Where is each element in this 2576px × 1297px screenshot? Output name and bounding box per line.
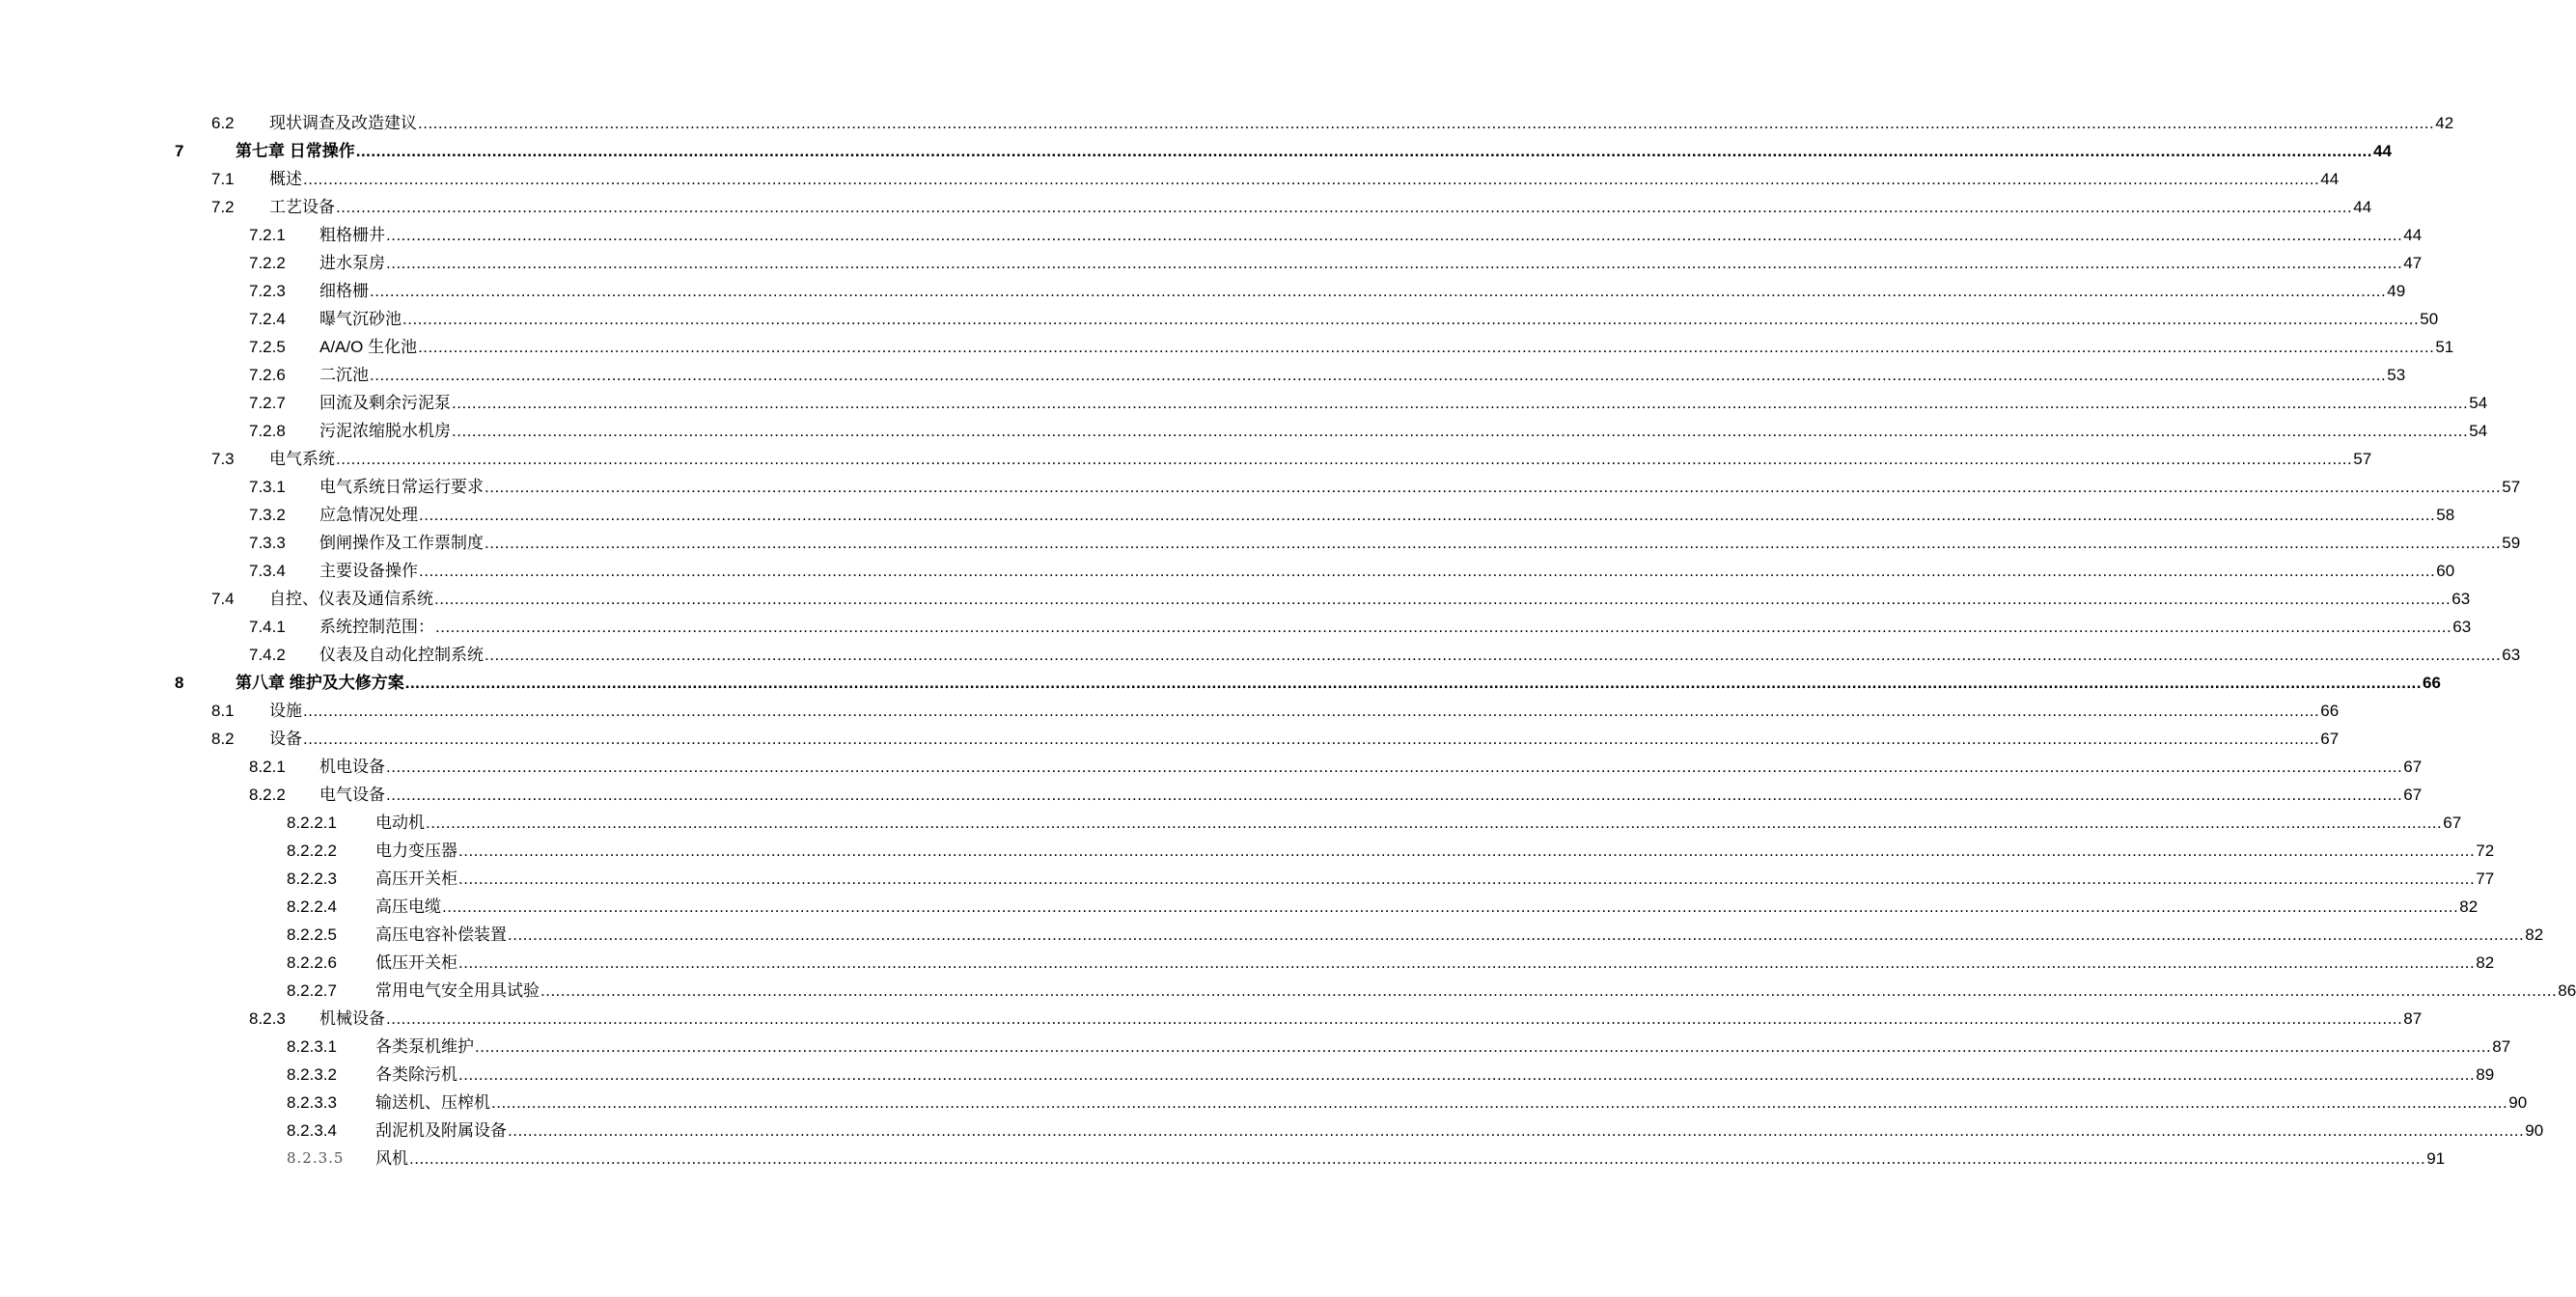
toc-number: 7.2.4	[249, 310, 286, 328]
toc-dot-leader: ................................................................................................................................................................................................................................................................................................................................................................................................................	[386, 758, 2403, 776]
toc-title: 曝气沉砂池	[319, 310, 402, 328]
toc-entry-line	[269, 445, 2372, 473]
toc-title: 仪表及自动化控制系统	[319, 646, 484, 664]
toc-number: 7.3.2	[249, 506, 286, 524]
toc-entry-line	[375, 1117, 2544, 1145]
toc-entry[interactable]	[0, 781, 2423, 809]
toc-dot-leader: ................................................................................................................................................................................................................................................................................................................................................................................................................	[370, 366, 2387, 384]
toc-entry-line	[269, 725, 2340, 753]
toc-dot-leader: ................................................................................................................................................................................................................................................................................................................................................................................................................	[426, 814, 2443, 832]
toc-entry[interactable]	[0, 809, 2462, 837]
toc-entry[interactable]	[0, 1061, 2495, 1089]
toc-title: 高压开关柜	[375, 869, 457, 888]
toc-entry[interactable]	[0, 277, 2406, 305]
toc-title: 机械设备	[319, 1009, 385, 1028]
toc-number: 8.2.2	[249, 786, 286, 804]
toc-number: 6.2	[211, 114, 235, 132]
toc-dot-leader: ................................................................................................................................................................................................................................................................................................................................................................................................................	[485, 534, 2502, 552]
toc-title: 自控、仪表及通信系统	[269, 590, 433, 608]
toc-title: 低压开关柜	[375, 953, 457, 972]
toc-title: 第八章 维护及大修方案	[235, 674, 404, 692]
toc-number: 8.2.3.4	[287, 1121, 337, 1140]
toc-title: 常用电气安全用具试验	[375, 981, 540, 1000]
toc-entry-line	[319, 305, 2439, 333]
toc-page-number: 87	[2403, 1009, 2423, 1028]
toc-entry[interactable]	[0, 697, 2340, 725]
toc-title: 高压电容补偿装置	[375, 925, 507, 944]
toc-number: 7.2.3	[249, 282, 286, 300]
toc-dot-leader: ................................................................................................................................................................................................................................................................................................................................................................................................................	[386, 254, 2403, 272]
toc-dot-leader: ................................................................................................................................................................................................................................................................................................................................................................................................................	[419, 506, 2436, 524]
toc-entry-line	[269, 697, 2340, 725]
toc-dot-leader: ................................................................................................................................................................................................................................................................................................................................................................................................................	[540, 981, 2558, 1000]
toc-entry-line	[375, 921, 2544, 949]
toc-number: 8.2.2.3	[287, 869, 337, 888]
toc-page-number: 57	[2502, 478, 2521, 496]
toc-entry-line	[375, 893, 2479, 921]
toc-number: 8.2.2.1	[287, 814, 337, 832]
toc-dot-leader: ................................................................................................................................................................................................................................................................................................................................................................................................................	[485, 478, 2502, 496]
toc-dot-leader: ................................................................................................................................................................................................................................................................................................................................................................................................................	[386, 226, 2403, 244]
toc-page-number: 54	[2469, 394, 2488, 412]
toc-page-number: 67	[2403, 786, 2423, 804]
toc-page-number: 44	[2373, 142, 2392, 160]
toc-title: 高压电缆	[375, 897, 441, 916]
toc-title: 第七章 日常操作	[235, 142, 355, 160]
toc-title: 电力变压器	[375, 842, 457, 860]
toc-dot-leader: ................................................................................................................................................................................................................................................................................................................................................................................................................	[303, 730, 2320, 748]
toc-entry[interactable]	[0, 361, 2406, 389]
toc-title: 机电设备	[319, 758, 385, 776]
toc-title: 电气系统日常运行要求	[319, 478, 484, 496]
toc-page-number: 82	[2459, 897, 2479, 916]
toc-entry-line	[235, 137, 2392, 165]
toc-dot-leader: ................................................................................................................................................................................................................................................................................................................................................................................................................	[458, 869, 2476, 888]
toc-entry[interactable]	[0, 501, 2455, 529]
toc-title: 应急情况处理	[319, 506, 418, 524]
toc-title: 各类除污机	[375, 1065, 457, 1084]
toc-title: 粗格栅井	[319, 226, 385, 244]
toc-page-number: 44	[2320, 170, 2340, 188]
toc-dot-leader: ................................................................................................................................................................................................................................................................................................................................................................................................................	[303, 170, 2320, 188]
toc-entry[interactable]	[0, 109, 2454, 137]
toc-page-number: 66	[2320, 702, 2340, 720]
toc-entry-line	[319, 417, 2488, 445]
toc-number: 7.4.1	[249, 618, 286, 636]
toc-number: 7.2.5	[249, 338, 286, 356]
toc-number: 8.2.3.1	[287, 1037, 337, 1056]
toc-entry[interactable]	[0, 389, 2488, 417]
toc-page-number: 67	[2403, 758, 2423, 776]
toc-dot-leader: ................................................................................................................................................................................................................................................................................................................................................................................................................	[435, 618, 2452, 636]
toc-page-number: 54	[2469, 422, 2488, 440]
toc-title: 倒闸操作及工作票制度	[319, 534, 484, 552]
toc-title: 二沉池	[319, 366, 369, 384]
toc-entry[interactable]	[0, 305, 2439, 333]
toc-page-number: 44	[2353, 198, 2372, 216]
toc-title: 概述	[269, 170, 302, 188]
toc-title: 设备	[269, 730, 302, 748]
toc-entry-line	[319, 249, 2423, 277]
toc-title: 系统控制范围：	[319, 618, 434, 636]
toc-title: 进水泵房	[319, 254, 385, 272]
toc-number: 7.2.6	[249, 366, 286, 384]
toc-title: 电动机	[375, 814, 425, 832]
toc-number: 7.3.1	[249, 478, 286, 496]
toc-entry[interactable]	[0, 585, 2471, 613]
toc-entry[interactable]	[0, 669, 2441, 697]
toc-page-number: 67	[2320, 730, 2340, 748]
toc-page-number: 72	[2476, 842, 2495, 860]
toc-entry-line	[235, 669, 2441, 697]
toc-entry[interactable]	[0, 641, 2521, 669]
toc-entry[interactable]	[0, 165, 2340, 193]
toc-entry[interactable]	[0, 837, 2495, 865]
toc-number: 8.2.3.5	[287, 1149, 345, 1167]
toc-title: 细格栅	[319, 282, 369, 300]
toc-title: 设施	[269, 702, 302, 720]
toc-page-number: 67	[2443, 814, 2462, 832]
toc-entry[interactable]	[0, 137, 2392, 165]
toc-number: 7.3.4	[249, 562, 286, 580]
toc-dot-leader: ................................................................................................................................................................................................................................................................................................................................................................................................................	[452, 394, 2469, 412]
toc-entry[interactable]	[0, 613, 2472, 641]
toc-page-number: 57	[2353, 450, 2372, 468]
toc-page-number: 63	[2502, 646, 2521, 664]
toc-dot-leader: ................................................................................................................................................................................................................................................................................................................................................................................................................	[418, 114, 2435, 132]
toc-dot-leader: ................................................................................................................................................................................................................................................................................................................................................................................................................	[336, 198, 2353, 216]
toc-title: 工艺设备	[269, 198, 335, 216]
toc-entry[interactable]	[0, 193, 2372, 221]
toc-number: 8.2.3.3	[287, 1093, 337, 1112]
toc-title: 风机	[375, 1149, 408, 1168]
toc-page-number: 51	[2435, 338, 2454, 356]
toc-title: 电气系统	[269, 450, 335, 468]
toc-page-number: 89	[2476, 1065, 2495, 1084]
toc-dot-leader: ................................................................................................................................................................................................................................................................................................................................................................................................................	[336, 450, 2353, 468]
toc-number: 8.2.3	[249, 1009, 286, 1028]
toc-dot-leader: ................................................................................................................................................................................................................................................................................................................................................................................................................	[419, 562, 2436, 580]
toc-entry-line	[319, 529, 2521, 557]
toc-title: 电气设备	[319, 786, 385, 804]
toc-number: 7	[175, 142, 184, 160]
toc-number: 7.4.2	[249, 646, 286, 664]
toc-entry-line	[319, 753, 2423, 781]
toc-page-number: 60	[2436, 562, 2455, 580]
toc-dot-leader: ................................................................................................................................................................................................................................................................................................................................................................................................................	[402, 310, 2420, 328]
toc-title: 现状调查及改造建议	[269, 114, 417, 132]
toc-entry-line	[319, 221, 2423, 249]
toc-dot-leader: ................................................................................................................................................................................................................................................................................................................................................................................................................	[475, 1037, 2492, 1056]
toc-dot-leader: ................................................................................................................................................................................................................................................................................................................................................................................................................	[452, 422, 2469, 440]
toc-number: 7.2.2	[249, 254, 286, 272]
toc-entry[interactable]	[0, 333, 2454, 361]
toc-entry-line	[319, 361, 2406, 389]
toc-entry[interactable]	[0, 1145, 2446, 1173]
toc-number: 8.2.2.5	[287, 925, 337, 944]
toc-entry-line	[319, 557, 2455, 585]
toc-dot-leader: ................................................................................................................................................................................................................................................................................................................................................................................................................	[508, 1121, 2525, 1140]
toc-entry-line	[269, 193, 2372, 221]
toc-entry-line	[269, 109, 2454, 137]
toc-title: A/A/O 生化池	[319, 338, 418, 356]
toc-entry[interactable]	[0, 1117, 2544, 1145]
toc-page-number: 82	[2525, 925, 2544, 944]
toc-entry-line	[375, 1145, 2446, 1173]
toc-entry[interactable]	[0, 557, 2455, 585]
toc-dot-leader: ................................................................................................................................................................................................................................................................................................................................................................................................................	[303, 702, 2320, 720]
toc-entry-line	[375, 1089, 2528, 1117]
toc-title: 各类泵机维护	[375, 1037, 474, 1056]
toc-number: 7.1	[211, 170, 235, 188]
toc-page-number: 63	[2451, 590, 2471, 608]
toc-entry[interactable]	[0, 865, 2495, 893]
toc-number: 7.2.1	[249, 226, 286, 244]
toc-title: 刮泥机及附属设备	[375, 1121, 507, 1140]
toc-page-number: 50	[2420, 310, 2439, 328]
toc-entry[interactable]	[0, 529, 2521, 557]
toc-entry-line	[269, 165, 2340, 193]
toc-title: 回流及剩余污泥泵	[319, 394, 451, 412]
toc-number: 7.4	[211, 590, 235, 608]
toc-page-number: 91	[2426, 1149, 2446, 1168]
toc-number: 7.2.8	[249, 422, 286, 440]
toc-entry[interactable]	[0, 473, 2521, 501]
toc-page-number: 86	[2558, 981, 2576, 1000]
toc-entry-line	[319, 613, 2472, 641]
toc-page-number: 90	[2508, 1093, 2528, 1112]
toc-entry[interactable]	[0, 417, 2488, 445]
toc-title: 主要设备操作	[319, 562, 418, 580]
toc-entry-line	[375, 1061, 2495, 1089]
toc-number: 7.3	[211, 450, 235, 468]
toc-title: 输送机、压榨机	[375, 1093, 490, 1112]
toc-dot-leader: ................................................................................................................................................................................................................................................................................................................................................................................................................	[508, 925, 2525, 944]
toc-page-number: 63	[2452, 618, 2472, 636]
toc-entry[interactable]	[0, 1089, 2528, 1117]
toc-page-number: 44	[2403, 226, 2423, 244]
toc-dot-leader: ................................................................................................................................................................................................................................................................................................................................................................................................................	[442, 897, 2459, 916]
toc-entry[interactable]	[0, 221, 2423, 249]
toc-number: 8.2.2.6	[287, 953, 337, 972]
toc-entry[interactable]	[0, 921, 2544, 949]
toc-entry-line	[319, 389, 2488, 417]
toc-number: 7.3.3	[249, 534, 286, 552]
toc-entry-line	[319, 1005, 2423, 1033]
toc-page-number: 82	[2476, 953, 2495, 972]
toc-entry-line	[319, 473, 2521, 501]
toc-entry[interactable]	[0, 1033, 2511, 1061]
toc-dot-leader: ................................................................................................................................................................................................................................................................................................................................................................................................................	[418, 338, 2435, 356]
toc-page-number: 42	[2435, 114, 2454, 132]
toc-entry-line	[269, 585, 2471, 613]
toc-number: 8.1	[211, 702, 235, 720]
toc-dot-leader: ................................................................................................................................................................................................................................................................................................................................................................................................................	[370, 282, 2387, 300]
toc-dot-leader: ................................................................................................................................................................................................................................................................................................................................................................................................................	[491, 1093, 2508, 1112]
toc-entry-line	[319, 781, 2423, 809]
toc-dot-leader: ................................................................................................................................................................................................................................................................................................................................................................................................................	[386, 786, 2403, 804]
toc-dot-leader: ................................................................................................................................................................................................................................................................................................................................................................................................................	[458, 1065, 2476, 1084]
toc-dot-leader: ................................................................................................................................................................................................................................................................................................................................................................................................................	[404, 674, 2422, 692]
toc-entry[interactable]	[0, 977, 2576, 1005]
toc-dot-leader: ................................................................................................................................................................................................................................................................................................................................................................................................................	[458, 842, 2476, 860]
toc-number: 8	[175, 674, 184, 692]
toc-dot-leader: ................................................................................................................................................................................................................................................................................................................................................................................................................	[386, 1009, 2403, 1028]
toc-page-number: 53	[2387, 366, 2406, 384]
toc-page-number: 58	[2436, 506, 2455, 524]
toc-page-number: 90	[2525, 1121, 2544, 1140]
toc-number: 8.2	[211, 730, 235, 748]
toc-entry-line	[375, 865, 2495, 893]
toc-entry-line	[319, 277, 2406, 305]
toc-page-number: 87	[2492, 1037, 2511, 1056]
toc-number: 8.2.2.7	[287, 981, 337, 1000]
toc-entry[interactable]	[0, 949, 2495, 977]
toc-entry[interactable]	[0, 445, 2372, 473]
toc-page-number: 49	[2387, 282, 2406, 300]
toc-dot-leader: ................................................................................................................................................................................................................................................................................................................................................................................................................	[485, 646, 2502, 664]
toc-entry[interactable]	[0, 753, 2423, 781]
toc-entry-line	[375, 949, 2495, 977]
toc-page-number: 66	[2423, 674, 2441, 692]
toc-entry[interactable]	[0, 893, 2479, 921]
toc-dot-leader: ................................................................................................................................................................................................................................................................................................................................................................................................................	[409, 1149, 2426, 1168]
toc-number: 8.2.3.2	[287, 1065, 337, 1084]
toc-dot-leader: ................................................................................................................................................................................................................................................................................................................................................................................................................	[458, 953, 2476, 972]
toc-dot-leader: ................................................................................................................................................................................................................................................................................................................................................................................................................	[355, 142, 2372, 160]
toc-page-number: 47	[2403, 254, 2423, 272]
toc-page-number: 59	[2502, 534, 2521, 552]
toc-page-number: 77	[2476, 869, 2495, 888]
toc-entry-line	[319, 333, 2454, 361]
table-of-contents	[0, 109, 2576, 1173]
toc-number: 8.2.2.2	[287, 842, 337, 860]
toc-number: 7.2.7	[249, 394, 286, 412]
toc-dot-leader: ................................................................................................................................................................................................................................................................................................................................................................................................................	[434, 590, 2451, 608]
toc-entry-line	[375, 809, 2462, 837]
toc-number: 8.2.1	[249, 758, 286, 776]
toc-entry-line	[319, 641, 2521, 669]
toc-title: 污泥浓缩脱水机房	[319, 422, 451, 440]
toc-number: 8.2.2.4	[287, 897, 337, 916]
toc-entry[interactable]	[0, 249, 2423, 277]
toc-entry[interactable]	[0, 725, 2340, 753]
toc-entry-line	[375, 837, 2495, 865]
toc-entry[interactable]	[0, 1005, 2423, 1033]
toc-number: 7.2	[211, 198, 235, 216]
toc-entry-line	[319, 501, 2455, 529]
toc-entry-line	[375, 977, 2576, 1005]
toc-entry-line	[375, 1033, 2511, 1061]
